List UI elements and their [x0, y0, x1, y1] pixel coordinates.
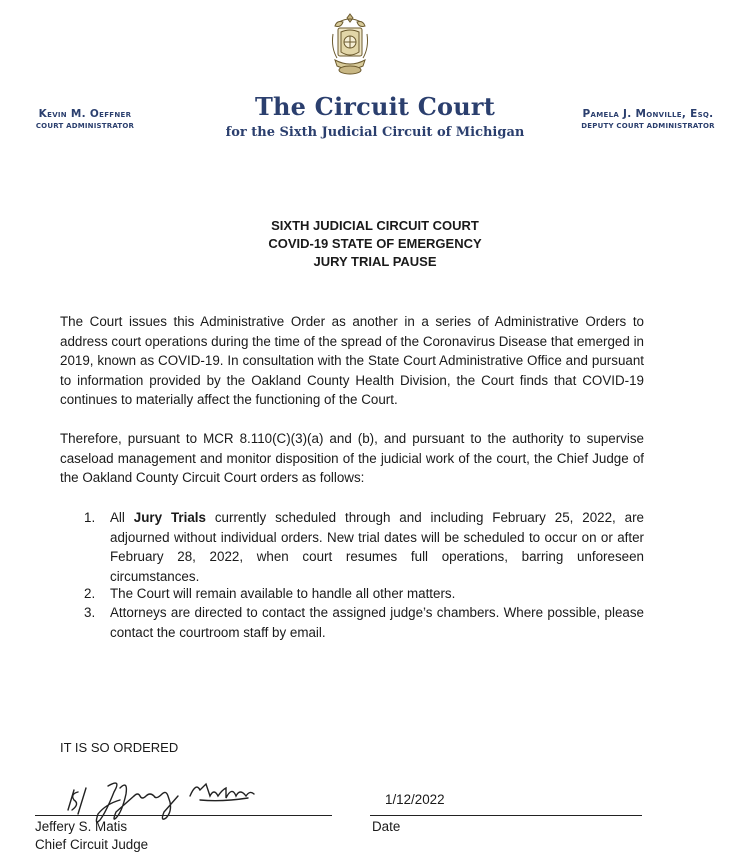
signature-line [35, 815, 332, 816]
administrator-name: Kevin M. Oeffner [38, 108, 132, 120]
item-text [110, 508, 644, 586]
order-item-2 [84, 584, 644, 604]
date-label: Date [372, 819, 401, 834]
item-text: Attorneys are directed to contact the assigned judge’s chambers. Where possible, please contact the courtroom staff by email. [110, 605, 644, 640]
signer-name: Jeffery S. Matis [35, 819, 128, 834]
court-subtitle: for the Sixth Judicial Circuit of Michigan [225, 125, 525, 140]
date-line [370, 815, 642, 816]
item-text-rest: currently scheduled through and including February 25, 2022, are adjourned without individual orders. New trial dates will be scheduled to occur on or after February 28, 2022, when court resumes full operations, barring unforeseen circumstances. [110, 510, 645, 584]
michigan-state-seal-icon [329, 12, 371, 78]
order-date: 1/12/2022 [385, 792, 445, 807]
order-heading-line3: JURY TRIAL PAUSE [313, 254, 437, 269]
it-is-so-ordered: IT IS SO ORDERED [60, 740, 179, 755]
order-paragraph-2: Therefore, pursuant to MCR 8.110(C)(3)(a) and (b), and pursuant to the authority to supervise caseload management and monitor disposition of the judicial work of the court, the Chief Judge of the Oakland County Circuit Court orders as follows: [60, 431, 644, 485]
order-paragraph-1: The Court issues this Administrative Order as another in a series of Administrative Orders to address court operations during the time of the spread of the Coronavirus Disease that emerged in 2019, known as COVID-19. In consultation with the State Court Administrative Office and pursuant to information provided by the Oakland County Health Division, the Court finds that COVID-19 continues to materially affect the functioning of the Court. [60, 314, 644, 407]
item-text-prefix: All [110, 510, 134, 525]
order-item-3 [84, 603, 644, 642]
item-number: 1. [84, 510, 96, 525]
signer-title: Chief Circuit Judge [35, 837, 149, 852]
administrator-role: COURT ADMINISTRATOR [35, 122, 135, 130]
jury-trials-emphasis: Jury Trials [133, 510, 206, 525]
order-heading-line2: COVID-19 STATE OF EMERGENCY [268, 236, 482, 251]
deputy-administrator-name: Pamela J. Monville, Esq. [582, 108, 714, 120]
item-number: 2. [84, 586, 96, 601]
court-title: The Circuit Court [254, 92, 496, 121]
item-number: 3. [84, 605, 96, 620]
deputy-administrator-role: DEPUTY COURT ADMINISTRATOR [581, 122, 715, 130]
order-item-1 [84, 508, 644, 586]
item-text: The Court will remain available to handle all other matters. [110, 586, 456, 601]
order-heading-line1: SIXTH JUDICIAL CIRCUIT COURT [271, 218, 479, 233]
